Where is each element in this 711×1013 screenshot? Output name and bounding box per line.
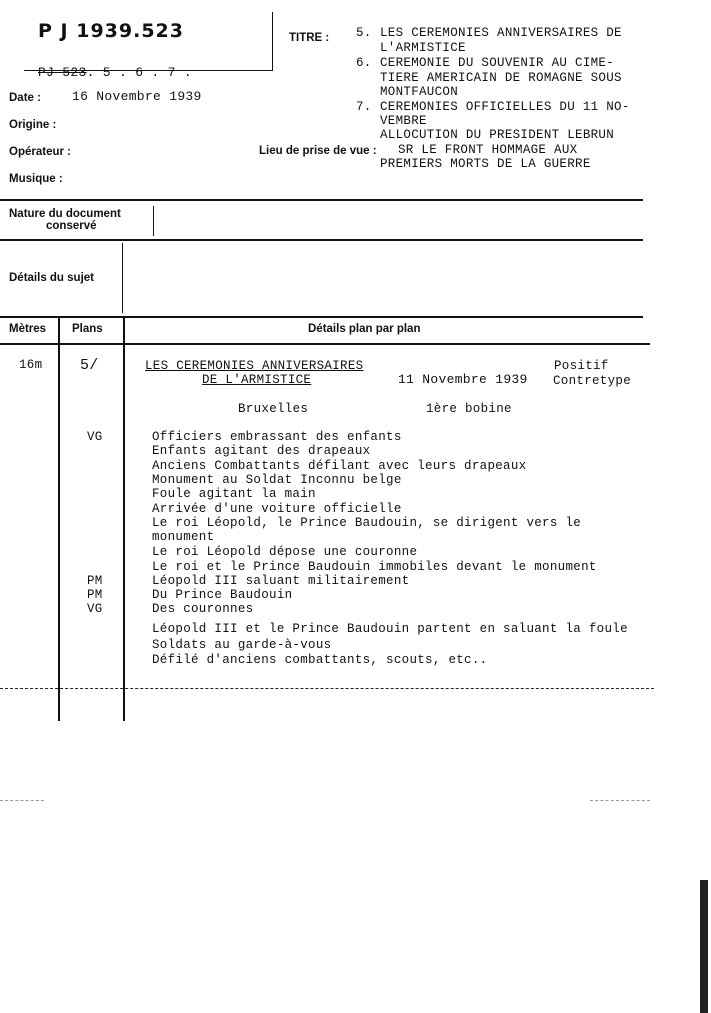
titre-5-line-2: L'ARMISTICE — [380, 41, 466, 55]
shot-plan: PM — [87, 588, 103, 602]
shot-line: Monument au Soldat Inconnu belge — [152, 473, 402, 487]
plans-value: 5/ — [80, 357, 99, 374]
old-reference — [38, 50, 192, 80]
nature-bracket — [153, 206, 154, 236]
col-plans-header: Plans — [72, 323, 103, 335]
titre-5-number: 5. — [356, 26, 372, 40]
lieu-label: Lieu de prise de vue : — [259, 145, 377, 157]
origine-label: Origine : — [9, 119, 57, 131]
titre-6-number: 6. — [356, 56, 372, 70]
titre-7-line-2: VEMBRE — [380, 114, 427, 128]
nature-label-2: conservé — [46, 220, 97, 232]
operateur-label: Opérateur : — [9, 146, 71, 158]
faint-mark-left — [0, 800, 44, 801]
rule-nature — [0, 239, 643, 241]
contretype-label: Contretype — [553, 374, 632, 388]
rule-table-top — [0, 316, 643, 318]
positif-label: Positif — [554, 359, 609, 373]
shot-line: Du Prince Baudouin — [152, 588, 293, 602]
rule-dashed-end — [0, 688, 654, 689]
titre-7-number: 7. — [356, 100, 372, 114]
shot-line: Anciens Combattants défilant avec leurs drapeaux — [152, 459, 527, 473]
rule-table-header — [0, 343, 650, 345]
bobine-label: 1ère bobine — [426, 402, 512, 416]
faint-mark-right — [590, 800, 650, 801]
details-bracket — [122, 243, 123, 313]
details-sujet-label: Détails du sujet — [9, 272, 94, 284]
col-metres-header: Mètres — [9, 323, 47, 335]
section-title-line-2: DE L'ARMISTICE — [202, 373, 312, 387]
shot-line: Enfants agitant des drapeaux — [152, 444, 371, 458]
shot-line: Léopold III saluant militairement — [152, 574, 410, 588]
reference-number: P J 1939.523 — [38, 20, 184, 42]
shot-line: Le roi Léopold dépose une couronne — [152, 545, 418, 559]
section-date: 11 Novembre 1939 — [398, 372, 528, 387]
shot-line: Léopold III et le Prince Baudouin partent en saluant la foule — [152, 622, 628, 636]
col-details-header: Détails plan par plan — [308, 323, 421, 335]
date-label: Date : — [9, 92, 41, 104]
lieu-bruxelles: Bruxelles — [238, 402, 309, 416]
shot-line: Officiers embrassant des enfants — [152, 430, 402, 444]
shot-line: Le roi et le Prince Baudouin immobiles devant le monument — [152, 560, 597, 574]
titre-7-line-3: ALLOCUTION DU PRESIDENT LEBRUN — [380, 128, 615, 142]
old-reference-suffix: . 5 . 6 . 7 . — [86, 65, 192, 80]
nature-label: Nature du document — [9, 208, 121, 220]
date-value: 16 Novembre 1939 — [72, 89, 202, 104]
section-title-line-1: LES CEREMONIES ANNIVERSAIRES — [145, 359, 364, 373]
shot-plan: VG — [87, 602, 103, 616]
shot-line: Soldats au garde-à-vous — [152, 638, 332, 652]
shot-line: Des couronnes — [152, 602, 254, 616]
lieu-line-2: PREMIERS MORTS DE LA GUERRE — [380, 157, 591, 171]
col-line-2 — [123, 316, 125, 721]
old-reference-struck: PJ 523 — [38, 65, 87, 80]
musique-label: Musique : — [9, 173, 63, 185]
rule-top — [0, 199, 643, 201]
shot-plan: VG — [87, 430, 103, 444]
titre-6-line-1: CEREMONIE DU SOUVENIR AU CIME- — [380, 56, 615, 70]
titre-label: TITRE : — [289, 32, 330, 44]
lieu-line-1: SR LE FRONT HOMMAGE AUX — [398, 143, 578, 157]
titre-6-line-2: TIERE AMERICAIN DE ROMAGNE SOUS — [380, 71, 622, 85]
shot-line: Le roi Léopold, le Prince Baudouin, se dirigent vers le — [152, 516, 582, 530]
page-edge-right — [700, 880, 708, 1013]
titre-7-line-1: CEREMONIES OFFICIELLES DU 11 NO- — [380, 100, 630, 114]
col-line-1 — [58, 316, 60, 721]
titre-5-line-1: LES CEREMONIES ANNIVERSAIRES DE — [380, 26, 622, 40]
titre-6-line-3: MONTFAUCON — [380, 85, 459, 99]
shot-line: monument — [152, 530, 215, 544]
shot-line: Défilé d'anciens combattants, scouts, etc.. — [152, 653, 488, 667]
shot-plan: PM — [87, 574, 103, 588]
shot-line: Arrivée d'une voiture officielle — [152, 502, 402, 516]
metres-value: 16m — [19, 358, 43, 372]
shot-line: Foule agitant la main — [152, 487, 316, 501]
